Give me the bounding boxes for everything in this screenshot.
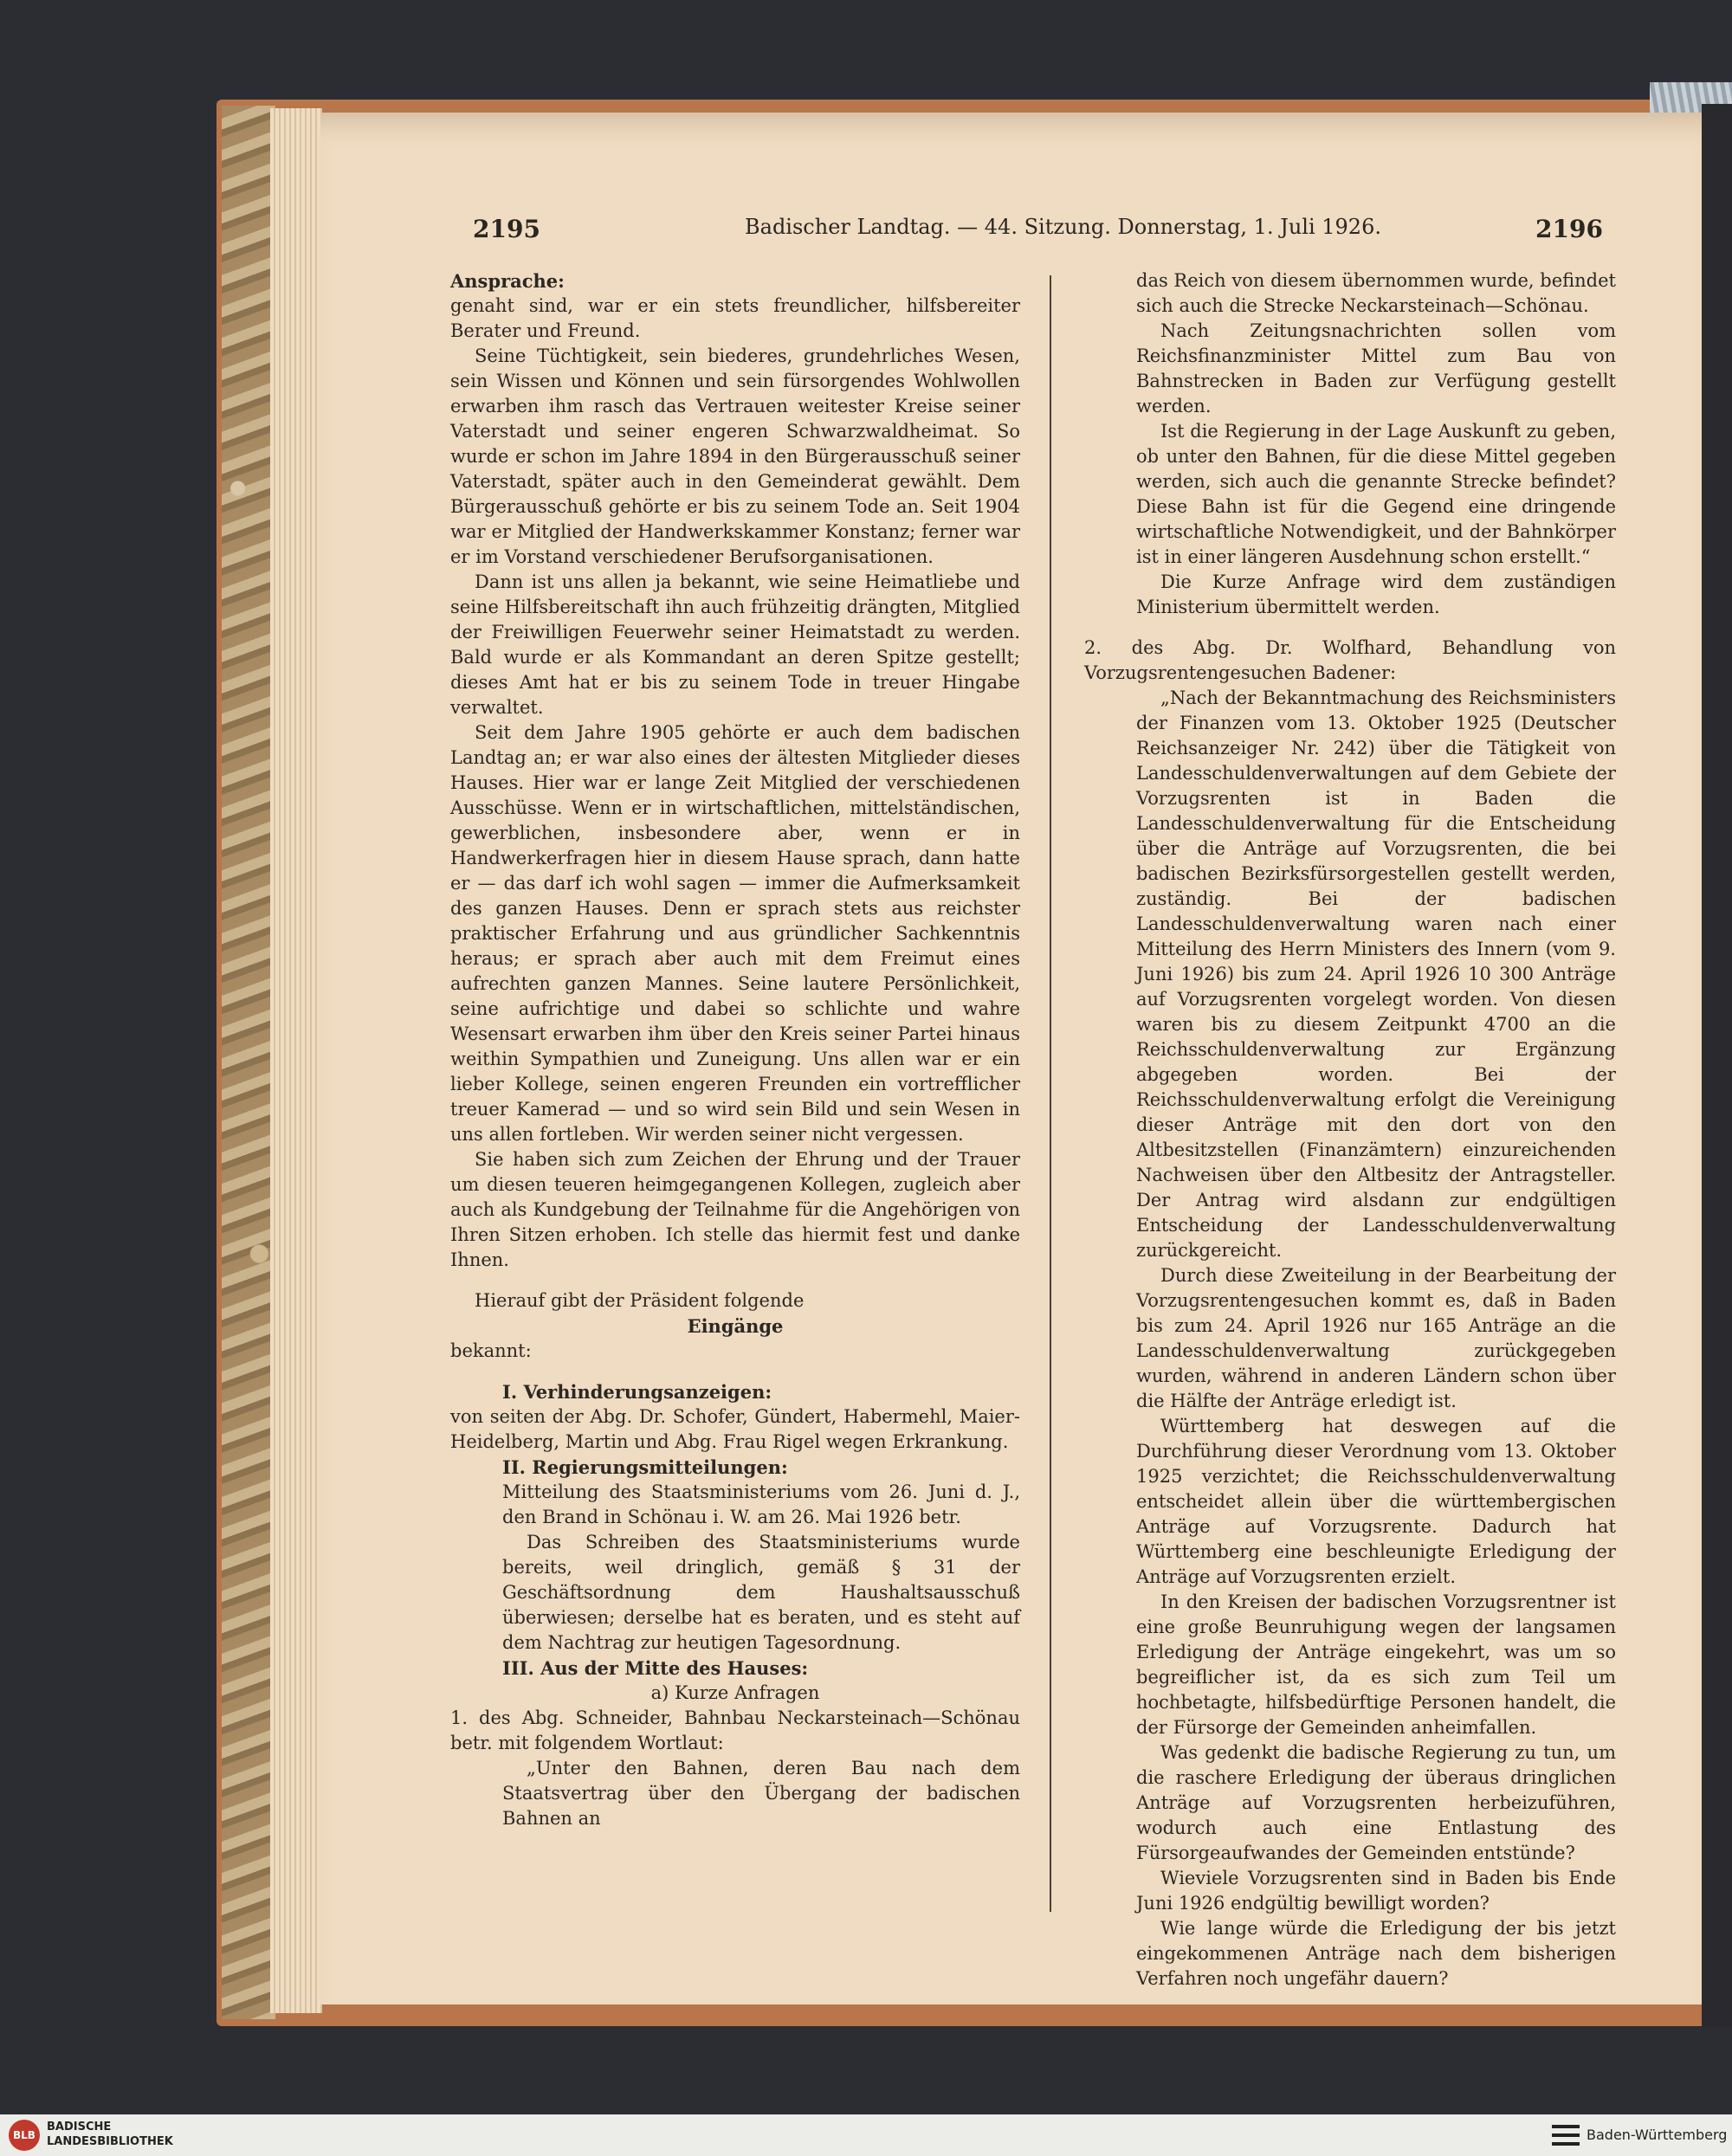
paragraph: I. Verhinderungsanzeigen: bbox=[502, 1381, 772, 1403]
partner-name[interactable]: Baden-Württemberg bbox=[1587, 2127, 1728, 2143]
coat-of-arms-icon bbox=[1550, 2121, 1581, 2149]
paragraph: Durch diese Zweiteilung in der Bearbeitung der Vorzugsrentengesuchen kommt es, daß in Baden bis zum 24. April 1926 nur 165 Anträge an die Landesschuldenverwaltung zurückgegeben wurden, während in anderen Ländern schon über die Hälfte der Anträge erledigt ist. bbox=[1136, 1265, 1616, 1411]
paragraph: II. Regierungsmitteilungen: bbox=[502, 1456, 788, 1478]
paragraph: das Reich von diesem übernommen wurde, befindet sich auch die Strecke Neckarsteinach—Schönau. bbox=[1136, 270, 1616, 316]
running-title: Badischer Landtag. — 44. Sitzung. Donnerstag, 1. Juli 1926. bbox=[745, 215, 1381, 239]
paragraph: Nach Zeitungsnachrichten sollen vom Reichsfinanzminister Mittel zum Bau von Bahnstrecken in Baden zur Verfügung gestellt werden. bbox=[1136, 320, 1616, 416]
spacer bbox=[450, 1364, 1020, 1379]
paragraph: Wie lange würde die Erledigung der bis jetzt eingekommenen Anträge nach dem bisherigen Verfahren noch ungefähr dauern? bbox=[1136, 1918, 1616, 1989]
page-edges bbox=[270, 108, 322, 2013]
paragraph: Hierauf gibt der Präsident folgende bbox=[475, 1290, 805, 1311]
viewer-footer bbox=[0, 2114, 1732, 2156]
paragraph: Was gedenkt die badische Regierung zu tun, um die raschere Erledigung der überaus dringlichen Anträge auf Vorzugsrenten herbeizuführen, wodurch auch eine Entlastung des Fürsorgeaufwandes der Gemeinden entstünde? bbox=[1136, 1742, 1616, 1863]
right-edge-shadow bbox=[1702, 104, 1732, 2026]
spacer bbox=[450, 1273, 1020, 1288]
paragraph: Mitteilung des Staatsministeriums vom 26. Juni d. J., den Brand in Schönau i. W. am 26. Mai 1926 betr. bbox=[502, 1481, 1020, 1527]
marbled-endpaper bbox=[222, 106, 275, 2019]
paragraph: Ansprache: bbox=[450, 270, 565, 292]
paragraph: bekannt: bbox=[450, 1340, 532, 1361]
paragraph: von seiten der Abg. Dr. Schofer, Gündert, Habermehl, Maier-Heidelberg, Martin und Abg. Frau Rigel wegen Erkrankung. bbox=[450, 1406, 1020, 1452]
page-number-left: 2195 bbox=[473, 215, 540, 243]
paragraph: Die Kurze Anfrage wird dem zuständigen Ministerium übermittelt werden. bbox=[1136, 571, 1616, 617]
paragraph: Württemberg hat deswegen auf die Durchführung dieser Verordnung vom 13. Oktober 1925 verzichtet; die Reichsschuldenverwaltung entscheidet allein über die württembergischen Anträge auf Vorzugsrente. Dadurch hat Württemberg eine beschleunigte Erledigung der Anträge auf Vorzugsrenten erzielt. bbox=[1136, 1416, 1616, 1587]
library-name bbox=[47, 2120, 173, 2149]
spacer bbox=[1084, 620, 1616, 636]
paragraph: a) Kurze Anfragen bbox=[650, 1682, 820, 1703]
paragraph: Sie haben sich zum Zeichen der Ehrung und der Trauer um diesen teueren heimgegangenen Kollegen, zugleich aber auch als Kundgebung der Teilnahme für die Angehörigen von Ihren Sitzen erhoben. Ich stelle das hiermit fest und danke Ihnen. bbox=[450, 1149, 1020, 1270]
paragraph: „Unter den Bahnen, deren Bau nach dem Staatsvertrag über den Übergang der badischen Bahnen an bbox=[502, 1758, 1020, 1829]
paragraph: Eingänge bbox=[687, 1315, 784, 1337]
paragraph: „Nach der Bekanntmachung des Reichsministers der Finanzen vom 13. Oktober 1925 (Deutscher Reichsanzeiger Nr. 242) über die Tätigkeit von Landesschuldenverwaltungen auf dem Gebiete der Vorzugsrenten ist in Baden die Landesschuldenverwaltung für die Entscheidung über die Anträge auf Vorzugsrenten, die bei badischen Bezirksfürsorgestellen gestellt werden, zuständig. Bei der badischen Landesschuldenverwaltung waren nach einer Mitteilung des Herrn Ministers des Innern (vom 9. Juni 1926) bis zum 24. April 1926 10 300 Anträge auf Vorzugsrenten vorgelegt worden. Von diesen waren bis zu diesem Zeitpunkt 4700 an die Reichsschuldenverwaltung zur Ergänzung abgegeben worden. Bei der Reichsschuldenverwaltung erfolgt die Vereinigung dieser Anträge mit den dort von den Altbesitzstellen (Finanzämtern) einzureichenden Nachweisen über den Altbesitz der Antragsteller. Der Antrag wird alsdann zur endgültigen Entscheidung der Landesschuldenverwaltung zurückgereicht. bbox=[1136, 687, 1616, 1261]
paragraph: Ist die Regierung in der Lage Auskunft zu geben, ob unter den Bahnen, für die diese Mittel gegeben werden, sich auch die genannte Strecke befindet? Diese Bahn ist für die Gegend eine dringende wirtschaftliche Notwendigkeit, und der Bahnkörper ist in einer längeren Ausdehnung schon erstellt.“ bbox=[1136, 421, 1616, 567]
library-line-1: BADISCHE bbox=[47, 2120, 112, 2133]
page-number-right: 2196 bbox=[1535, 215, 1603, 243]
blb-logo[interactable]: BLB bbox=[9, 2120, 40, 2151]
left-column bbox=[450, 268, 1020, 1831]
paragraph: 1. des Abg. Schneider, Bahnbau Neckarsteinach—Schönau betr. mit folgendem Wortlaut: bbox=[450, 1707, 1020, 1753]
paragraph: Seit dem Jahre 1905 gehörte er auch dem badischen Landtag an; er war also eines der ältesten Mitglieder dieses Hauses. Hier war er lange Zeit Mitglied der verschiedenen Ausschüsse. Wenn er in wirtschaftlichen, mittelständischen, gewerblichen, insbesondere aber, wenn er in Handwerkerfragen hier in diesem Hause sprach, dann hatte er — das darf ich wohl sagen — immer die Aufmerksamkeit des ganzen Hauses. Denn er sprach stets aus reichster praktischer Erfahrung und aus gründlicher Sachkenntnis heraus; er sprach aber auch mit dem Freimut eines aufrechten ganzen Mannes. Seine lautere Persönlichkeit, seine aufrichtige und dabei so schlichte und wahre Wesensart erwarben ihm über den Kreis seiner Partei hinaus weithin Sympathien und Zuneigung. Uns allen war er ein lieber Kollege, seinen engeren Freunden ein vortrefflicher treuer Kamerad — und so wird sein Bild und sein Wesen in uns allen fortleben. Wir werden seiner nicht vergessen. bbox=[450, 722, 1020, 1145]
library-line-2: LANDESBIBLIOTHEK bbox=[47, 2135, 173, 2148]
paragraph: 2. des Abg. Dr. Wolfhard, Behandlung von Vorzugsrentengesuchen Badener: bbox=[1084, 637, 1616, 683]
paragraph: Wieviele Vorzugsrenten sind in Baden bis Ende Juni 1926 endgültig bewilligt worden? bbox=[1136, 1868, 1616, 1914]
paragraph: III. Aus der Mitte des Hauses: bbox=[502, 1657, 809, 1679]
paragraph: In den Kreisen der badischen Vorzugsrentner ist eine große Beunruhigung wegen der langsamen Erledigung der Anträge eingekehrt, was um so begreiflicher ist, da es sich zum Teil um hochbetagte, hilfsbedürftige Personen handelt, die der Fürsorge der Gemeinden anheimfallen. bbox=[1136, 1591, 1616, 1738]
paragraph: Dann ist uns allen ja bekannt, wie seine Heimatliebe und seine Hilfsbereitschaft ihn auch frühzeitig drängten, Mitglied der Freiwilligen Feuerwehr seiner Heimatstadt zu werden. Bald wurde er als Kommandant an deren Spitze gestellt; dieses Amt hat er bis zu seinem Tode in treuer Hingabe verwaltet. bbox=[450, 571, 1020, 718]
column-divider bbox=[1050, 275, 1051, 1912]
right-column bbox=[1084, 268, 1616, 1991]
paragraph: genaht sind, war er ein stets freundlicher, hilfsbereiter Berater und Freund. bbox=[450, 295, 1020, 341]
paragraph: Das Schreiben des Staatsministeriums wurde bereits, weil dringlich, gemäß § 31 der Geschäftsordnung dem Haushaltsausschuß überwiesen; derselbe hat es beraten, und es steht auf dem Nachtrag zur heutigen Tagesordnung. bbox=[502, 1532, 1020, 1653]
paragraph: Seine Tüchtigkeit, sein biederes, grundehrliches Wesen, sein Wissen und Können und sein fürsorgendes Wohlwollen erwarben ihm rasch das Vertrauen weitester Kreise seiner Vaterstadt und seiner engeren Schwarzwaldheimat. So wurde er schon im Jahre 1894 in den Bürgerausschuß seiner Vaterstadt, später auch in den Gemeinderat gewählt. Dem Bürgerausschuß gehörte er bis zu seinem Tode an. Seit 1904 war er Mitglied der Handwerkskammer Konstanz; ferner war er im Vorstand verschiedener Berufsorganisationen. bbox=[450, 345, 1020, 567]
